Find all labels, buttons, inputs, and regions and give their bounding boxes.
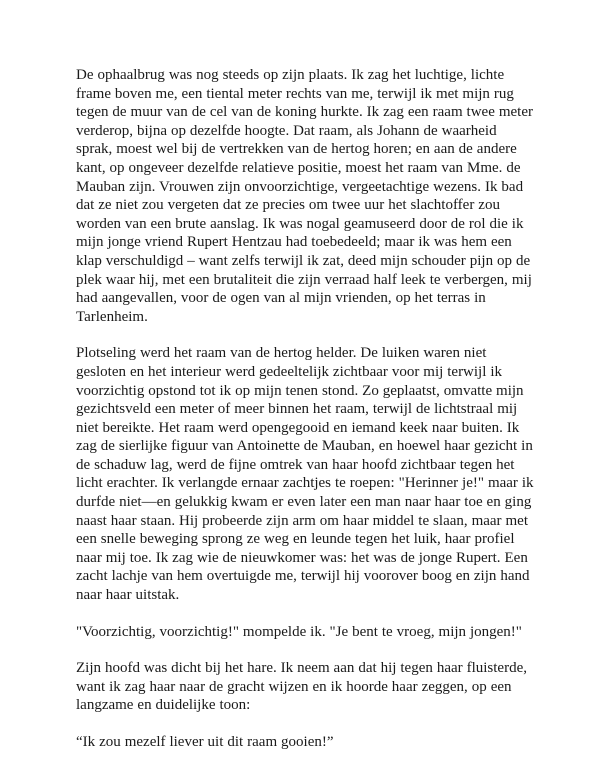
text-line: licht erachter. Ik verlangde ernaar zachtjes te roepen: "Herinner je!" maar ik <box>76 475 534 492</box>
text-line: klap verschuldigd – want zelfs terwijl ik zat, deed mijn schouder pijn op de <box>76 252 531 269</box>
text-line: Plotseling werd het raam van de hertog helder. De luiken waren niet <box>76 345 487 362</box>
text-line: tegen de muur van de cel van de koning hurkte. Ik zag een raam twee meter <box>76 104 533 121</box>
text-line: een snelle beweging sprong ze weg en leunde tegen het luik, haar profiel <box>76 531 515 548</box>
text-line: zag de sierlijke figuur van Antoinette de Mauban, en hoewel haar gezicht in <box>76 438 533 455</box>
text-line: worden van een brute aanslag. Ik was nogal geamuseerd door de rol die ik <box>76 215 524 232</box>
text-line: mijn jonge vriend Rupert Hentzau had toebedeeld; maar ik was hem een <box>76 234 512 251</box>
text-line: Tarlenheim. <box>76 308 148 325</box>
text-line: durfde niet—en gelukkig kwam er even later een man naar haar toe en ging <box>76 494 532 511</box>
text-line: frame boven me, een tiental meter rechts van me, terwijl ik met mijn rug <box>76 85 514 102</box>
text-line: naast haar staan. Hij probeerde zijn arm om haar middel te slaan, maar met <box>76 512 528 529</box>
text-line: “Ik zou mezelf liever uit dit raam gooien!” <box>76 734 334 750</box>
text-line: langzame en duidelijke toon: <box>76 697 251 714</box>
text-line: de schaduw lag, werd de fijne omtrek van haar hoofd zichtbaar tegen het <box>76 456 515 473</box>
paragraph <box>76 66 536 326</box>
text-line: want ik zag haar naar de gracht wijzen en ik hoorde haar zeggen, op een <box>76 678 512 695</box>
text-line: dat ze niet zou vergeten dat ze precies om twee uur het slachtoffer zou <box>76 197 500 214</box>
text-line: zacht lachje van hem overtuigde me, terwijl hij voorover boog en zijn hand <box>76 568 530 585</box>
paragraph <box>76 344 536 604</box>
text-line: "Voorzichtig, voorzichtig!" mompelde ik. "Je bent te vroeg, mijn jongen!" <box>76 623 522 640</box>
text-line: niet bereikte. Het raam werd opengegooid en iemand keek naar buiten. Ik <box>76 419 520 436</box>
text-line: kant, op ongeveer dezelfde relatieve positie, moest het raam van Mme. de <box>76 159 521 176</box>
text-line: voorzichtig opstond tot ik op mijn tenen stond. Zo geplaatst, omvatte mijn <box>76 382 524 399</box>
text-line: naar mij toe. Ik zag wie de nieuwkomer was: het was de jonge Rupert. Een <box>76 549 528 566</box>
text-line: had aangevallen, voor de ogen van al mijn vrienden, op het terras in <box>76 290 486 307</box>
paragraph <box>76 659 536 715</box>
text-line: Mauban zijn. Vrouwen zijn onvoorzichtige, vergeetachtige wezens. Ik bad <box>76 178 524 195</box>
text-line: sprak, moest wel bij de vertrekken van de hertog horen; en aan de andere <box>76 141 517 158</box>
body-text <box>76 66 536 770</box>
text-line: gezichtsveld een meter of meer binnen het raam, terwijl de lichtstraal mij <box>76 401 518 418</box>
text-line: verderop, bijna op dezelfde hoogte. Dat raam, als Johann de waarheid <box>76 122 497 139</box>
paragraph <box>76 733 536 752</box>
text-line: naar haar uitstak. <box>76 587 180 604</box>
text-line: De ophaalbrug was nog steeds op zijn plaats. Ik zag het luchtige, lichte <box>76 67 505 83</box>
text-line: Zijn hoofd was dicht bij het hare. Ik neem aan dat hij tegen haar fluisterde, <box>76 660 527 677</box>
text-line: plek waar hij, met een brutaliteit die zijn verraad half leek te verbergen, mij <box>76 271 532 288</box>
paragraph <box>76 623 536 642</box>
text-line: gesloten en het interieur werd gedeeltelijk zichtbaar voor mij terwijl ik <box>76 363 503 380</box>
